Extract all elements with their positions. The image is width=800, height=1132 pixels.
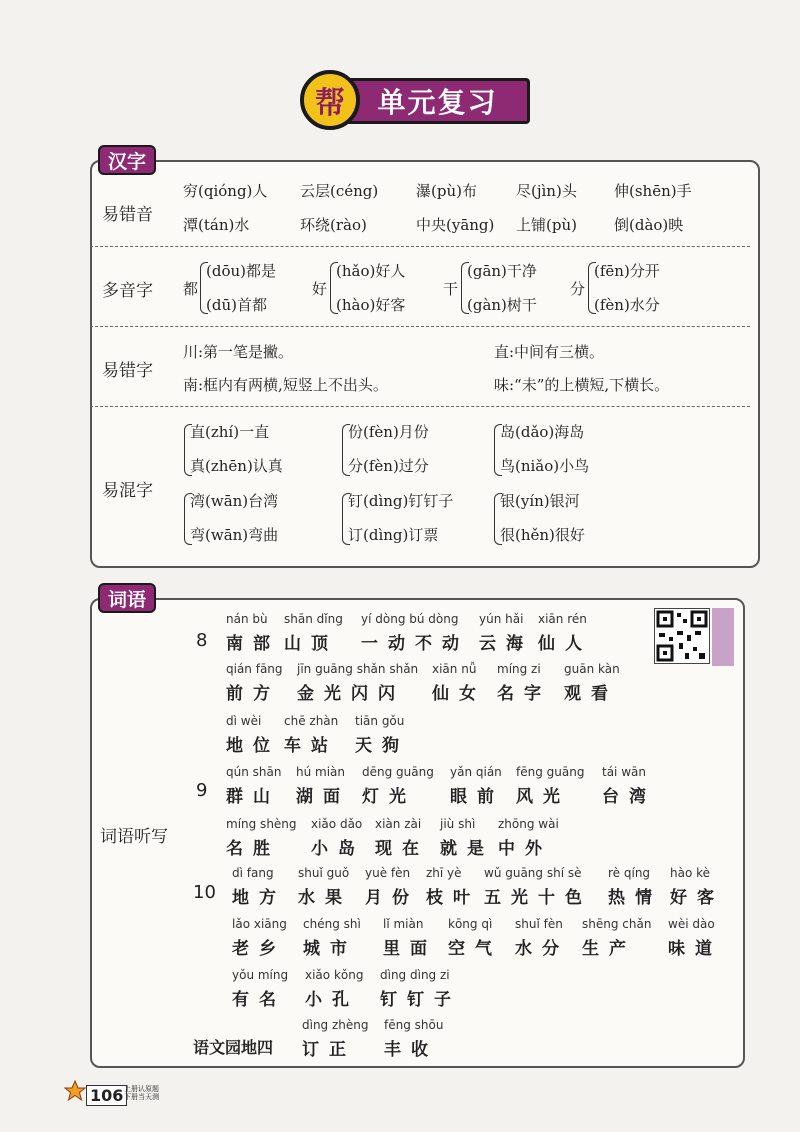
word-hanzi: 台湾 xyxy=(602,787,656,807)
word-pinyin: shuǐ fèn xyxy=(515,917,563,931)
word-pinyin: xiān nǚ xyxy=(432,662,477,676)
word-pinyin: dì wèi xyxy=(226,714,262,728)
word-pinyin: shān dǐng xyxy=(284,612,343,626)
word-pinyin: yí dòng bú dòng xyxy=(361,612,459,626)
word-pinyin: míng zi xyxy=(497,662,541,676)
word-hanzi: 名胜 xyxy=(226,839,280,859)
duoyin-reading: (gān)干净 xyxy=(467,262,537,280)
word-hanzi: 名字 xyxy=(497,684,551,704)
word-pinyin: rè qíng xyxy=(608,866,651,880)
ciyu-tag: 词语 xyxy=(98,583,156,613)
word-pinyin: zhōng wài xyxy=(498,817,559,831)
lesson-number: 语文园地四 xyxy=(193,1038,274,1057)
yihunzi-item: 直(zhí)一直 xyxy=(190,423,270,441)
word-pinyin: dēng guāng xyxy=(362,765,434,779)
yicuozi-item: 味:“未”的上横短,下横长。 xyxy=(494,376,670,394)
word-pinyin: xiàn zài xyxy=(375,817,422,831)
word-pinyin: qián fāng xyxy=(226,662,283,676)
word-hanzi: 仙女 xyxy=(432,684,486,704)
yihunzi-item: 钉(dìng)钉钉子 xyxy=(348,492,454,510)
pinyin-item: 云层(céng) xyxy=(300,182,379,200)
word-hanzi: 地方 xyxy=(232,888,286,908)
word-hanzi: 里面 xyxy=(383,939,437,959)
word-hanzi: 订正 xyxy=(302,1040,356,1060)
word-hanzi: 钉钉子 xyxy=(380,990,461,1010)
word-pinyin: fēng guāng xyxy=(516,765,585,779)
star-icon xyxy=(64,1080,86,1102)
duoyin-reading: (hǎo)好人 xyxy=(336,262,406,280)
word-pinyin: yún hǎi xyxy=(479,612,524,626)
page-note xyxy=(124,1085,159,1101)
yihunzi-item: 弯(wān)弯曲 xyxy=(190,526,279,544)
word-pinyin: dìng dìng zi xyxy=(380,968,450,982)
word-pinyin: yǒu míng xyxy=(232,968,289,982)
word-hanzi: 就是 xyxy=(440,839,494,859)
word-hanzi: 五光十色 xyxy=(484,888,592,908)
word-pinyin: xiǎo kǒng xyxy=(305,968,364,982)
page-title: 单元复习 xyxy=(345,78,530,124)
word-hanzi: 有名 xyxy=(232,990,286,1010)
title-badge: 帮 xyxy=(300,70,360,130)
row-divider xyxy=(90,246,750,248)
row-label-yihunzi: 易混字 xyxy=(102,481,153,501)
word-hanzi: 枝叶 xyxy=(426,888,480,908)
lesson-number: 9 xyxy=(196,780,208,801)
qr-side-strip xyxy=(712,608,734,666)
row-label-yicuoyin: 易错音 xyxy=(102,205,153,225)
word-hanzi: 中外 xyxy=(498,839,552,859)
word-hanzi: 山顶 xyxy=(284,634,338,654)
word-hanzi: 老乡 xyxy=(232,939,286,959)
word-hanzi: 灯光 xyxy=(362,787,416,807)
pinyin-item: 潭(tán)水 xyxy=(183,216,250,234)
word-hanzi: 天狗 xyxy=(355,736,409,756)
word-hanzi: 湖面 xyxy=(296,787,350,807)
word-pinyin: kōng qì xyxy=(448,917,493,931)
pinyin-item: 上铺(pù) xyxy=(516,216,577,234)
word-hanzi: 空气 xyxy=(448,939,502,959)
yihunzi-item: 分(fèn)过分 xyxy=(348,457,429,475)
pinyin-item: 伸(shēn)手 xyxy=(614,182,692,200)
word-pinyin: yǎn qián xyxy=(450,765,502,779)
word-pinyin: hú miàn xyxy=(296,765,346,779)
pinyin-item: 穷(qióng)人 xyxy=(183,182,268,200)
duoyin-reading: (gàn)树干 xyxy=(467,296,537,314)
word-pinyin: lǎo xiāng xyxy=(232,917,287,931)
word-hanzi: 地位 xyxy=(226,736,280,756)
word-hanzi: 小孔 xyxy=(305,990,359,1010)
yihunzi-item: 鸟(niǎo)小鸟 xyxy=(500,457,590,475)
yihunzi-item: 真(zhēn)认真 xyxy=(190,457,283,475)
word-pinyin: nán bù xyxy=(226,612,268,626)
yihunzi-item: 岛(dǎo)海岛 xyxy=(500,423,585,441)
duoyin-reading: (fēn)分开 xyxy=(594,262,660,280)
word-hanzi: 车站 xyxy=(284,736,338,756)
word-hanzi: 味道 xyxy=(668,939,722,959)
row-label-yicuozi: 易错字 xyxy=(102,361,153,381)
word-pinyin: shuǐ guǒ xyxy=(298,866,350,880)
qr-code-icon[interactable] xyxy=(654,608,710,664)
word-hanzi: 金光闪闪 xyxy=(297,684,405,704)
pinyin-item: 瀑(pù)布 xyxy=(416,182,477,200)
row-divider xyxy=(90,326,750,328)
pinyin-item: 倒(dào)映 xyxy=(614,216,684,234)
word-hanzi: 前方 xyxy=(226,684,280,704)
hanzi-tag: 汉字 xyxy=(98,145,156,175)
word-pinyin: jiù shì xyxy=(440,817,476,831)
word-pinyin: zhī yè xyxy=(426,866,462,880)
word-pinyin: tái wān xyxy=(602,765,646,779)
word-pinyin: míng shèng xyxy=(226,817,297,831)
duoyin-char: 干 xyxy=(443,280,459,298)
row-divider xyxy=(90,406,750,408)
lesson-number: 10 xyxy=(193,882,216,903)
word-hanzi: 仙人 xyxy=(538,634,592,654)
yihunzi-item: 份(fèn)月份 xyxy=(348,423,429,441)
word-pinyin: lǐ miàn xyxy=(383,917,424,931)
word-hanzi: 群山 xyxy=(226,787,280,807)
duoyin-char: 分 xyxy=(570,280,586,298)
word-pinyin: xiǎo dǎo xyxy=(311,817,363,831)
word-pinyin: guān kàn xyxy=(564,662,620,676)
page-note-line: 下册当天测 xyxy=(124,1093,159,1101)
word-hanzi: 现在 xyxy=(375,839,429,859)
word-pinyin: chē zhàn xyxy=(284,714,339,728)
page-note-line: 上册认原题 xyxy=(124,1085,159,1093)
word-hanzi: 南部 xyxy=(226,634,280,654)
word-hanzi: 月份 xyxy=(365,888,419,908)
yicuozi-item: 直:中间有三横。 xyxy=(494,343,605,361)
yicuozi-item: 南:框内有两横,短竖上不出头。 xyxy=(183,376,388,394)
word-hanzi: 城市 xyxy=(303,939,357,959)
word-hanzi: 丰收 xyxy=(384,1040,438,1060)
yihunzi-item: 湾(wān)台湾 xyxy=(190,492,279,510)
word-hanzi: 小岛 xyxy=(311,839,365,859)
word-pinyin: xiān rén xyxy=(538,612,587,626)
word-pinyin: chéng shì xyxy=(303,917,361,931)
pinyin-item: 中央(yāng) xyxy=(416,216,495,234)
word-pinyin: dì fang xyxy=(232,866,274,880)
word-pinyin: hào kè xyxy=(670,866,711,880)
duoyin-reading: (dū)首都 xyxy=(206,296,267,314)
duoyin-char: 好 xyxy=(312,280,328,298)
word-hanzi: 云海 xyxy=(479,634,533,654)
word-hanzi: 观看 xyxy=(564,684,618,704)
word-pinyin: wǔ guāng shí sè xyxy=(484,866,582,880)
word-hanzi: 热情 xyxy=(608,888,662,908)
word-pinyin: jīn guāng shǎn shǎn xyxy=(297,662,419,676)
word-pinyin: yuè fèn xyxy=(365,866,411,880)
word-pinyin: fēng shōu xyxy=(384,1018,444,1032)
word-hanzi: 水果 xyxy=(298,888,352,908)
word-hanzi: 风光 xyxy=(516,787,570,807)
word-pinyin: shēng chǎn xyxy=(582,917,652,931)
word-hanzi: 眼前 xyxy=(450,787,504,807)
word-hanzi: 水分 xyxy=(515,939,569,959)
word-pinyin: qún shān xyxy=(226,765,282,779)
word-hanzi: 生产 xyxy=(582,939,636,959)
yicuozi-item: 川:第一笔是撇。 xyxy=(183,343,294,361)
pinyin-item: 尽(jìn)头 xyxy=(516,182,577,200)
duoyin-reading: (hào)好客 xyxy=(336,296,406,314)
duoyin-reading: (fèn)水分 xyxy=(594,296,660,314)
word-hanzi: 好客 xyxy=(670,888,724,908)
word-pinyin: wèi dào xyxy=(668,917,715,931)
duoyin-reading: (dōu)都是 xyxy=(206,262,276,280)
yihunzi-item: 银(yín)银河 xyxy=(500,492,580,510)
lesson-number: 8 xyxy=(196,630,208,651)
yihunzi-item: 很(hěn)很好 xyxy=(500,526,585,544)
pinyin-item: 环绕(rào) xyxy=(300,216,367,234)
word-pinyin: dìng zhèng xyxy=(302,1018,369,1032)
row-label-duoyinzi: 多音字 xyxy=(102,281,153,301)
word-pinyin: tiān gǒu xyxy=(355,714,405,728)
word-hanzi: 一动不动 xyxy=(361,634,469,654)
page-number: 106 xyxy=(86,1085,127,1106)
ciyu-label: 词语听写 xyxy=(100,827,168,847)
duoyin-char: 都 xyxy=(183,280,199,298)
yihunzi-item: 订(dìng)订票 xyxy=(348,526,439,544)
